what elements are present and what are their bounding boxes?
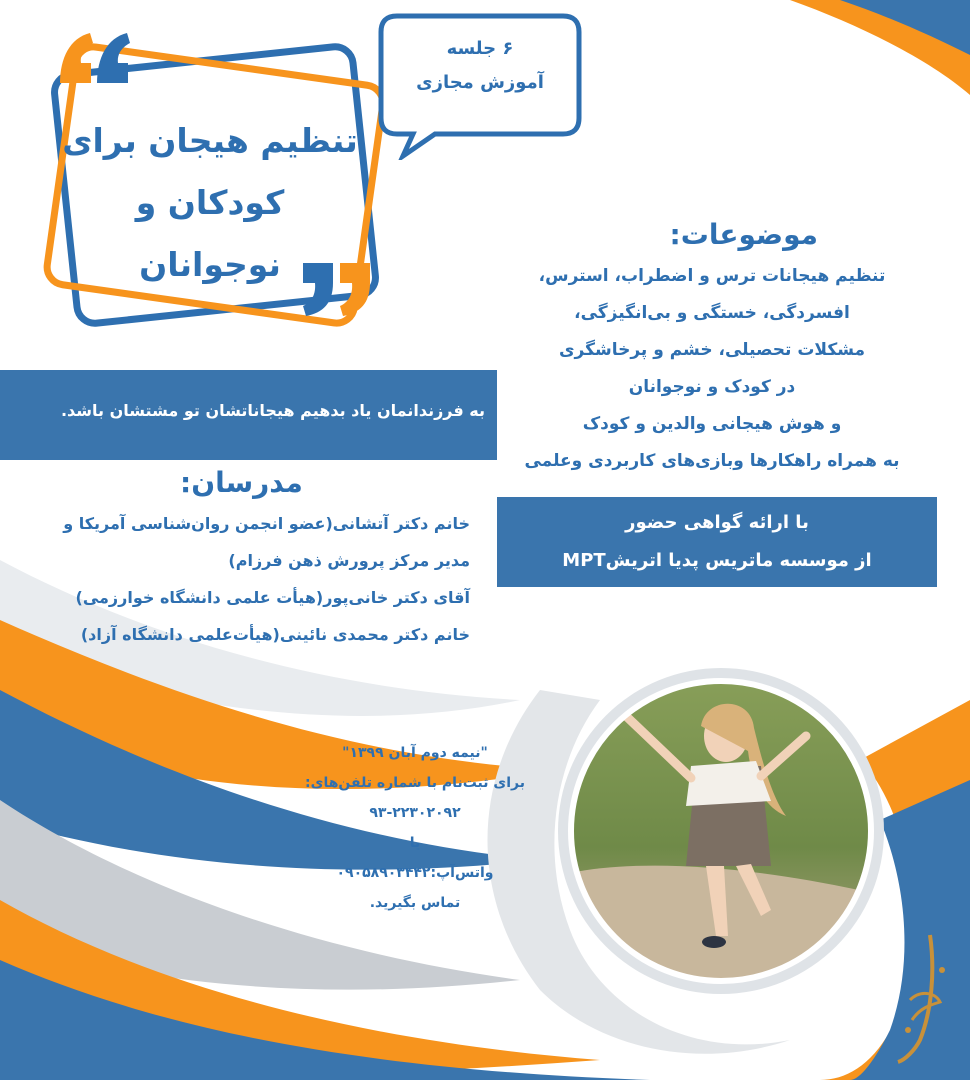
title-line-2: کودکان و نوجوانان (135, 183, 285, 284)
phone-number: ۹۳-۲۲۳۰۲۰۹۲ (369, 805, 461, 821)
event-date: "نیمه دوم آبان ۱۳۹۹" (342, 745, 488, 761)
call-text: تماس بگیرید. (369, 895, 461, 911)
or-text: یا (409, 835, 421, 851)
teachers-heading: مدرسان: (180, 466, 303, 499)
register-text: برای ثبت‌نام با شماره تلفن‌های: (305, 775, 525, 791)
teacher-line: مدیر مرکز پرورش ذهن فرزام) (228, 551, 470, 570)
certificate-banner (497, 497, 937, 587)
sessions-count: ۶ جلسه (446, 38, 514, 59)
topic-line: و هوش هیجانی والدین و کودک (582, 414, 842, 434)
course-title (60, 110, 360, 296)
certificate-line-2: از موسسه ماتریس پدیا اتریشMPT (562, 550, 872, 571)
tagline-banner (0, 370, 497, 460)
title-line-1: تنظیم هیجان برای (62, 121, 358, 160)
sessions-mode: آموزش مجازی (416, 72, 544, 93)
topic-line: در کودک و نوجوانان (628, 377, 796, 397)
whatsapp-number: واتس‌آپ:۰۹۰۵۸۹۰۳۴۴۲ (336, 865, 494, 881)
teacher-line: خانم دکتر محمدی نائینی(هیأت‌علمی دانشگاه آزاد) (80, 625, 470, 644)
topic-line: به همراه راهکارها وبازی‌های کاربردی وعلمی (524, 451, 900, 471)
farzam-logo (890, 930, 960, 1070)
sessions-info (385, 32, 575, 100)
child-photo (556, 666, 886, 996)
tagline-text: به فرزندانمان یاد بدهیم هیجاناتشان تو مشتشان باشد. (60, 401, 485, 420)
topics-list (482, 258, 942, 480)
teacher-line: خانم دکتر آتشانی(عضو انجمن روان‌شناسی آمریکا و (63, 514, 470, 533)
contact-info (300, 738, 530, 918)
teacher-line: آقای دکتر خانی‌پور(هیأت علمی دانشگاه خوارزمی) (75, 588, 470, 607)
quote-open-icon (55, 28, 135, 88)
topics-heading: موضوعات: (669, 218, 818, 251)
topic-line: افسردگی، خستگی و بی‌انگیزگی، (574, 303, 850, 323)
topic-line: تنظیم هیجانات ترس و اضطراب، استرس، (538, 266, 886, 286)
certificate-line-1: با ارائه گواهی حضور (625, 512, 809, 533)
topic-line: مشکلات تحصیلی، خشم و پرخاشگری (558, 340, 866, 360)
teachers-list (10, 505, 470, 653)
